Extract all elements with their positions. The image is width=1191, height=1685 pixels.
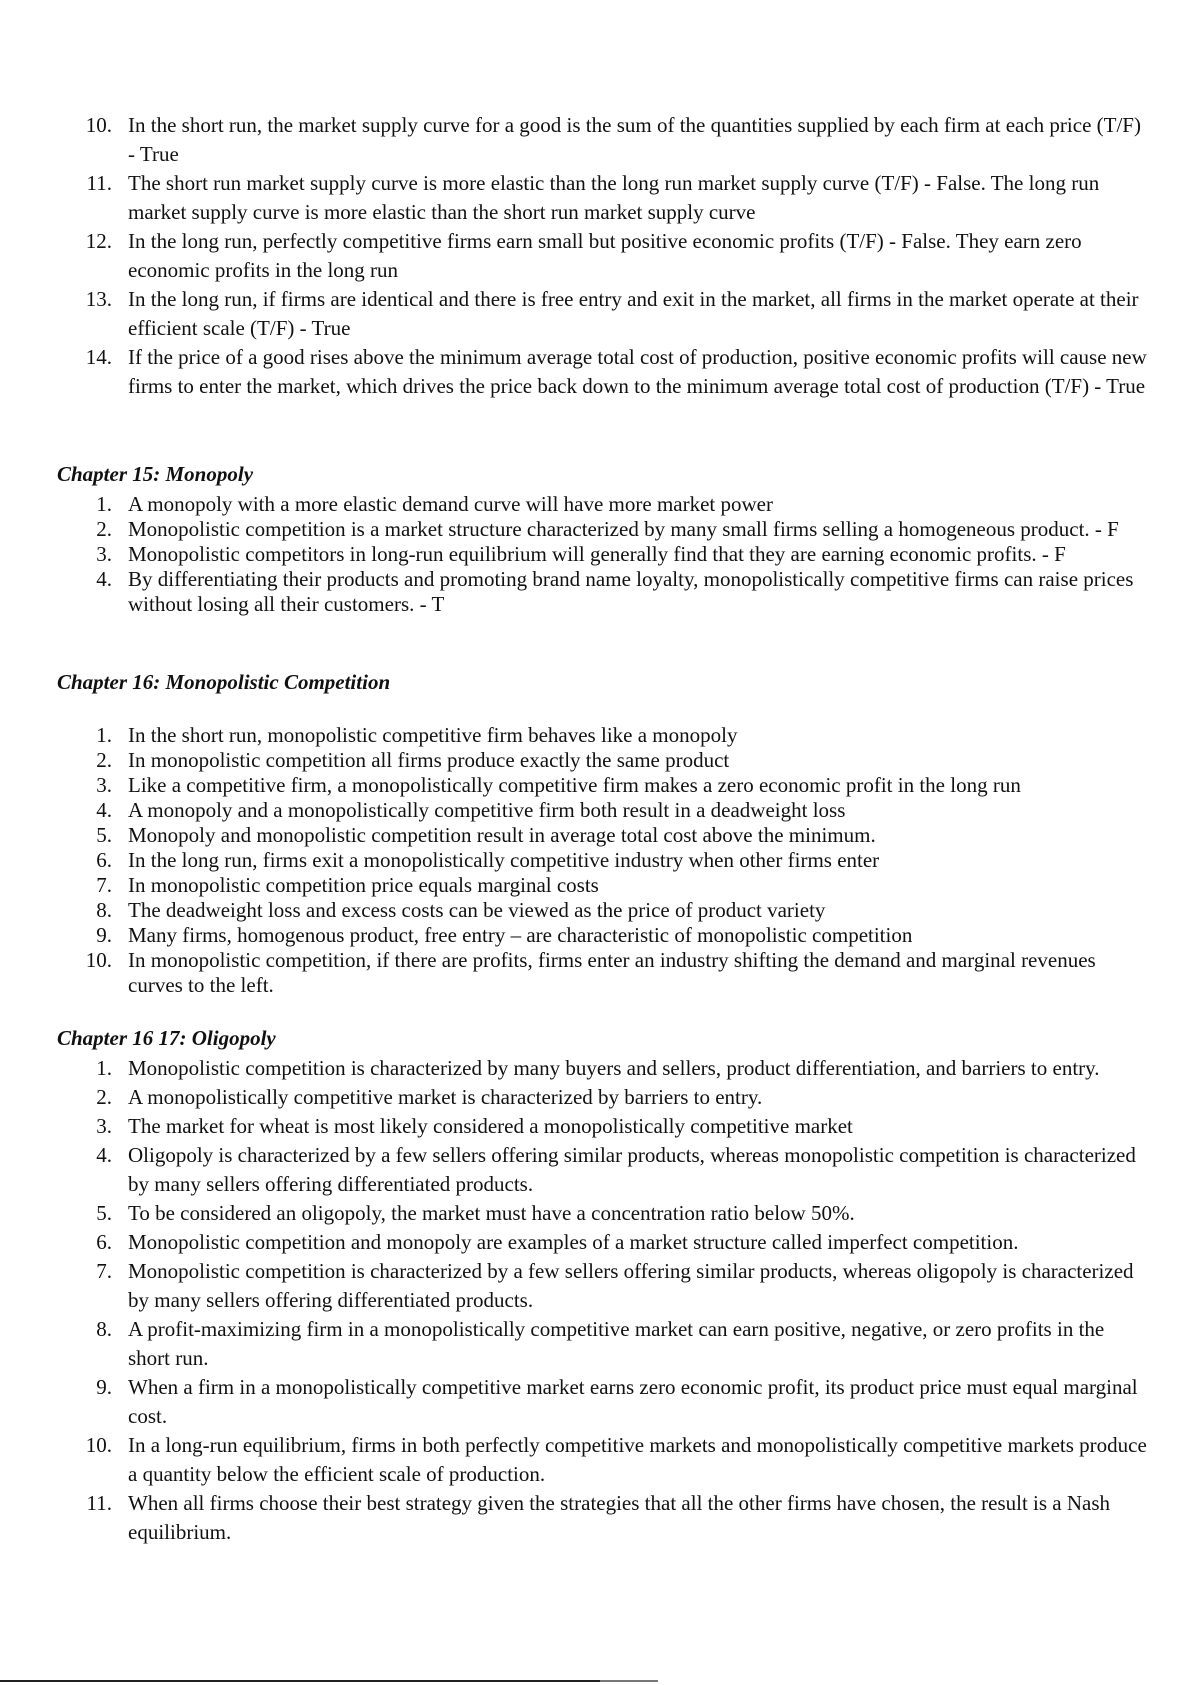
list-item-text: Oligopoly is characterized by a few sellers offering similar products, whereas monopolistic competition is characterized by many sellers offering differentiated products. (128, 1143, 1136, 1196)
list-item (0, 773, 1191, 798)
list-item-number: 9. (96, 923, 112, 947)
list-item-number: 8. (96, 898, 112, 922)
list-item-text: In the long run, if firms are identical and there is free entry and exit in the market, all firms in the market operate at their efficient scale (T/F) - True (128, 287, 1139, 340)
list-item-text: When all firms choose their best strategy given the strategies that all the other firms have chosen, the result is a Nash equilibrium. (128, 1491, 1111, 1544)
list-item-text: Like a competitive firm, a monopolistically competitive firm makes a zero economic profit in the long run (128, 773, 1021, 797)
list-item-text: Monopolistic competition and monopoly are examples of a market structure called imperfect competition. (128, 1230, 1019, 1254)
list-item (0, 1373, 1191, 1431)
list-item-number: 5. (96, 823, 112, 847)
list-item (0, 748, 1191, 773)
list-item-number: 2. (96, 517, 112, 541)
list-item-text: Monopolistic competitors in long-run equilibrium will generally find that they are earning economic profits. - F (128, 542, 1066, 566)
list-item-text: By differentiating their products and promoting brand name loyalty, monopolistically competitive firms can raise prices without losing all their customers. - T (128, 567, 1134, 616)
list-item-text: A monopolistically competitive market is characterized by barriers to entry. (128, 1085, 763, 1109)
list-item-number: 6. (96, 848, 112, 872)
list-item-number: 14. (85, 345, 112, 369)
chapter-17-heading: Chapter 16 17: Oligopoly (57, 1026, 276, 1050)
list-item-text: In monopolistic competition price equals marginal costs (128, 873, 599, 897)
list-item-number: 3. (96, 542, 112, 566)
list-item-text: In the short run, monopolistic competitive firm behaves like a monopoly (128, 723, 738, 747)
list-item-number: 10. (85, 113, 112, 137)
list-item-number: 1. (96, 492, 112, 516)
list-item (0, 227, 1191, 285)
list-item (0, 848, 1191, 873)
chapter-16-list-block (0, 723, 1191, 998)
chapter-15-list (0, 492, 1191, 617)
list-item-number: 7. (96, 873, 112, 897)
intro-list-block (0, 111, 1191, 401)
list-item-number: 9. (96, 1375, 112, 1399)
chapter-16-heading: Chapter 16: Monopolistic Competition (57, 670, 391, 694)
list-item-text: Monopoly and monopolistic competition result in average total cost above the minimum. (128, 823, 876, 847)
list-item (0, 1141, 1191, 1199)
list-item (0, 542, 1191, 567)
list-item-text: In a long-run equilibrium, firms in both perfectly competitive markets and monopolistically competitive markets produce a quantity below the efficient scale of production. (128, 1433, 1147, 1486)
list-item-text: The deadweight loss and excess costs can be viewed as the price of product variety (128, 898, 826, 922)
list-item-number: 6. (96, 1230, 112, 1254)
list-item-text: To be considered an oligopoly, the market must have a concentration ratio below 50%. (128, 1201, 855, 1225)
list-item-text: In monopolistic competition all firms produce exactly the same product (128, 748, 730, 772)
list-item-text: When a firm in a monopolistically competitive market earns zero economic profit, its product price must equal marginal cost. (128, 1375, 1138, 1428)
list-item (0, 517, 1191, 542)
list-item (0, 723, 1191, 748)
list-item-text: In the long run, perfectly competitive firms earn small but positive economic profits (T/F) - False. They earn zero economic profits in the long run (128, 229, 1082, 282)
list-item-number: 8. (96, 1317, 112, 1341)
footer-rule-segment (600, 1680, 658, 1682)
list-item (0, 169, 1191, 227)
list-item-text: In monopolistic competition, if there are profits, firms enter an industry shifting the demand and marginal revenues curves to the left. (128, 948, 1096, 997)
list-item-number: 12. (85, 229, 112, 253)
list-item (0, 343, 1191, 401)
list-item-text: A monopoly with a more elastic demand curve will have more market power (128, 492, 773, 516)
list-item-number: 13. (85, 287, 112, 311)
list-item-text: Many firms, homogenous product, free entry – are characteristic of monopolistic competition (128, 923, 913, 947)
footer-rule (0, 1680, 600, 1682)
list-item-number: 3. (96, 1114, 112, 1138)
list-item (0, 1083, 1191, 1112)
list-item (0, 1315, 1191, 1373)
list-item (0, 798, 1191, 823)
list-item (0, 948, 1191, 998)
list-item-text: The market for wheat is most likely considered a monopolistically competitive market (128, 1114, 853, 1138)
list-item-text: Monopolistic competition is characterized by many buyers and sellers, product differentiation, and barriers to entry. (128, 1056, 1100, 1080)
list-item-number: 2. (96, 1085, 112, 1109)
list-item-number: 10. (85, 1433, 112, 1457)
list-item-text: Monopolistic competition is characterized by a few sellers offering similar products, whereas oligopoly is characterized by many sellers offering differentiated products. (128, 1259, 1134, 1312)
list-item (0, 1199, 1191, 1228)
list-item (0, 1257, 1191, 1315)
list-item-number: 1. (96, 1056, 112, 1080)
list-item-number: 4. (96, 798, 112, 822)
list-item (0, 1054, 1191, 1083)
list-item-number: 7. (96, 1259, 112, 1283)
list-item-text: In the long run, firms exit a monopolistically competitive industry when other firms enter (128, 848, 880, 872)
list-item-text: If the price of a good rises above the minimum average total cost of production, positive economic profits will cause new firms to enter the market, which drives the price back down to the minimum average total cost of production (T/F) - True (128, 345, 1147, 398)
list-item-number: 11. (86, 1491, 112, 1515)
list-item-number: 5. (96, 1201, 112, 1225)
list-item (0, 567, 1191, 617)
chapter-17-list (0, 1054, 1191, 1547)
chapter-16-list (0, 723, 1191, 998)
list-item-number: 10. (85, 948, 112, 972)
list-item (0, 1489, 1191, 1547)
list-item-text: Monopolistic competition is a market structure characterized by many small firms selling a homogeneous product. - F (128, 517, 1119, 541)
list-item-number: 4. (96, 1143, 112, 1167)
list-item-text: A monopoly and a monopolistically competitive firm both result in a deadweight loss (128, 798, 846, 822)
list-item-number: 3. (96, 773, 112, 797)
list-item (0, 873, 1191, 898)
list-item (0, 492, 1191, 517)
list-item (0, 285, 1191, 343)
list-item (0, 1431, 1191, 1489)
list-item-text: A profit-maximizing firm in a monopolistically competitive market can earn positive, negative, or zero profits in the short run. (128, 1317, 1105, 1370)
list-item (0, 111, 1191, 169)
list-item-number: 1. (96, 723, 112, 747)
list-item (0, 823, 1191, 848)
list-item (0, 1112, 1191, 1141)
list-item-text: In the short run, the market supply curve for a good is the sum of the quantities supplied by each firm at each price (T/F) - True (128, 113, 1141, 166)
list-item (0, 923, 1191, 948)
list-item (0, 1228, 1191, 1257)
chapter-17-list-block (0, 1054, 1191, 1547)
list-item-number: 4. (96, 567, 112, 591)
chapter-15-heading: Chapter 15: Monopoly (57, 462, 254, 486)
list-item-text: The short run market supply curve is more elastic than the long run market supply curve (T/F) - False. The long run market supply curve is more elastic than the short run market supply curve (128, 171, 1100, 224)
list-item-number: 11. (86, 171, 112, 195)
intro-list (0, 111, 1191, 401)
list-item-number: 2. (96, 748, 112, 772)
chapter-15-list-block (0, 492, 1191, 617)
list-item (0, 898, 1191, 923)
